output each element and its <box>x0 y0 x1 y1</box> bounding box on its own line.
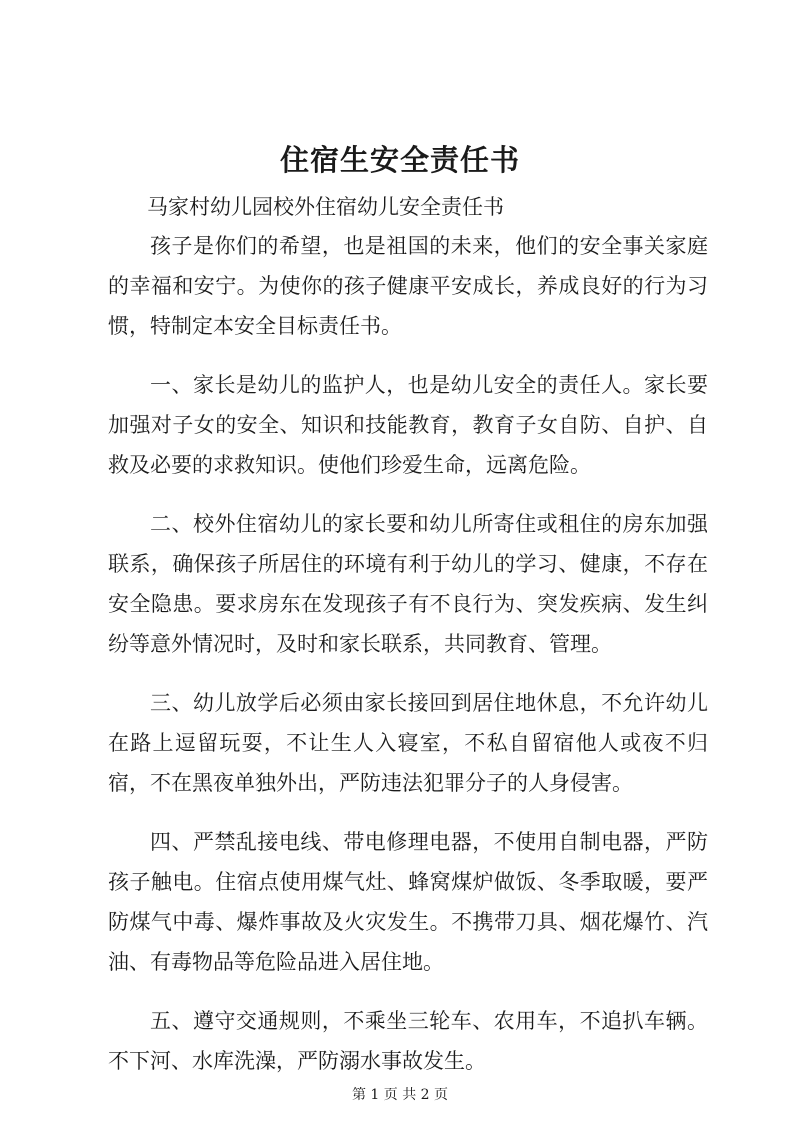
paragraph-clause-2: 二、校外住宿幼儿的家长要和幼儿所寄住或租住的房东加强联系，确保孩子所居住的环境有利于幼儿的学习、健康，不存在安全隐患。要求房东在发现孩子有不良行为、突发疾病、发生纠纷等意外情况时，及时和家长联系，共同教育、管理。 <box>108 512 708 656</box>
paragraph-clause-4: 四、严禁乱接电线、带电修理电器，不使用自制电器，严防孩子触电。住宿点使用煤气灶、蜂窝煤炉做饭、冬季取暖，要严防煤气中毒、爆炸事故及火灾发生。不携带刀具、烟花爆竹、汽油、有毒物品等危险品进入居住地。 <box>108 830 708 974</box>
page-footer: 第 1 页 共 2 页 <box>351 1087 449 1103</box>
paragraph-intro: 孩子是你们的希望，也是祖国的未来，他们的安全事关家庭的幸福和安宁。为使你的孩子健康平安成长，养成良好的行为习惯，特制定本安全目标责任书。 <box>108 234 708 338</box>
document-body <box>108 226 708 1100</box>
document-subtitle: 马家村幼儿园校外住宿幼儿安全责任书 <box>147 195 504 219</box>
paragraph-clause-5: 五、遵守交通规则，不乘坐三轮车、农用车，不追扒车辆。不下河、水库洗澡，严防溺水事故发生。 <box>108 1009 708 1073</box>
paragraph-clause-3: 三、幼儿放学后必须由家长接回到居住地休息，不允许幼儿在路上逗留玩耍，不让生人入寝室，不私自留宿他人或夜不归宿，不在黑夜单独外出，严防违法犯罪分子的人身侵害。 <box>108 691 708 795</box>
document-title: 住宿生安全责任书 <box>279 143 520 177</box>
paragraph-clause-1: 一、家长是幼儿的监护人，也是幼儿安全的责任人。家长要加强对子女的安全、知识和技能教育，教育子女自防、自护、自救及必要的求救知识。使他们珍爱生命，远离危险。 <box>108 373 708 477</box>
